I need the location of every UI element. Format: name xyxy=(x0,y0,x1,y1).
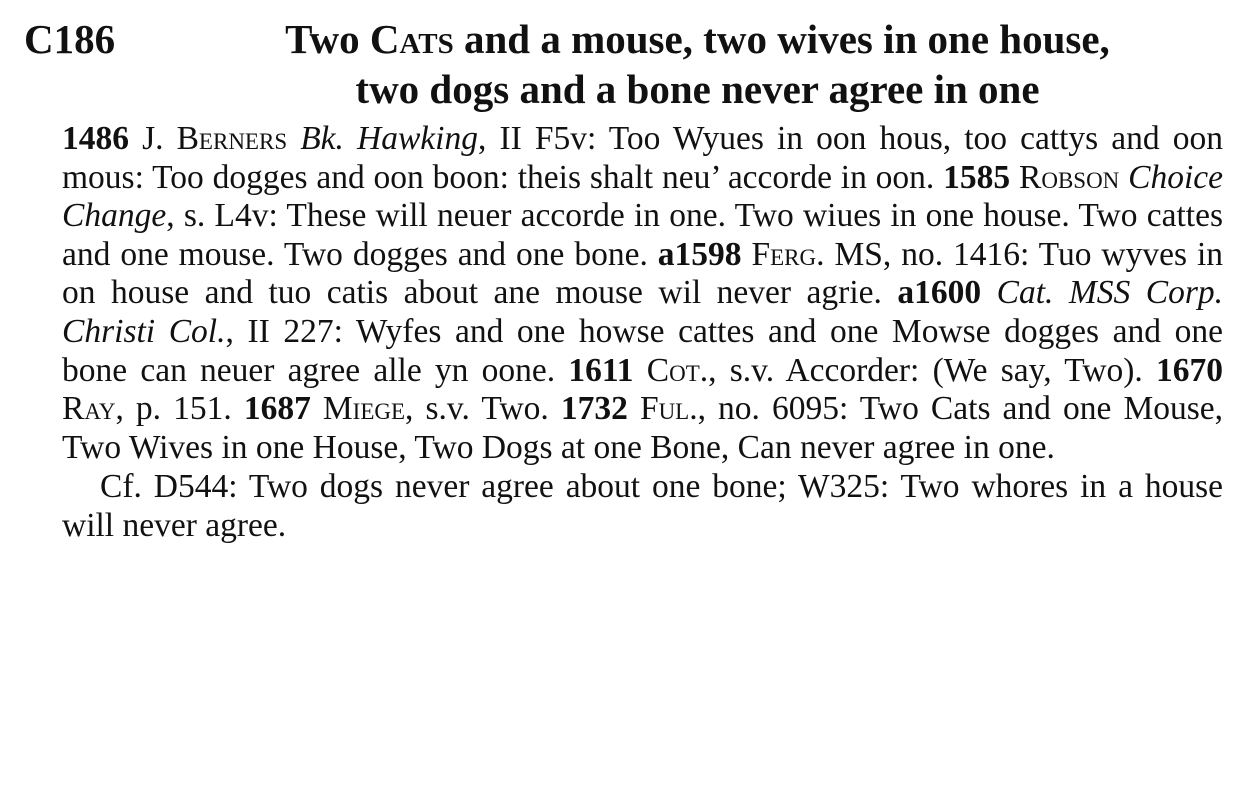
citation-text: , s.v. Accorder: (We say, Two). xyxy=(708,351,1143,389)
citation-text: , II F5v: Too Wyues in oon hous, too cattys and oon mous: Too dogges and oon boon: theis shalt neu’ accorde in oon. xyxy=(62,120,1224,196)
citation-text: MS, no. 1416: Tuo wyves in on house and tuo catis about ane mouse wil never agrie. xyxy=(62,235,1224,312)
citation-work: Cat. MSS Corp. Christi Col. xyxy=(62,274,1223,350)
cross-reference: Cf. D544: Two dogs never agree about one bone; W325: Two whores in a house will never agree. xyxy=(62,468,1223,544)
headword-prefix: Two xyxy=(285,16,370,62)
citation-author: J. Berners xyxy=(142,120,288,157)
citation-text: , p. 151. xyxy=(115,390,232,428)
citation-text: , II 227: Wyfes and one howse cattes and one Mowse dogges and one bone can neuer agree alle yn oone. xyxy=(62,312,1224,389)
headword-small-caps: Cats xyxy=(369,16,454,62)
headword-line-2: two dogs and a bone never agree in one xyxy=(355,66,1040,112)
citation-text: , no. 6095: Two Cats and one Mouse, Two Wives in one House, Two Dogs at one Bone, Can never agree in one. xyxy=(62,390,1224,466)
entry-id: C186 xyxy=(24,16,116,62)
citation-year: a1600 xyxy=(897,274,982,312)
citation-year: a1598 xyxy=(657,235,742,273)
citation-year: 1486 xyxy=(62,120,129,157)
citation-year: 1687 xyxy=(243,390,311,428)
citation-author: Robson xyxy=(1018,158,1120,196)
citation-year: 1585 xyxy=(943,158,1011,196)
citation-author: Ful. xyxy=(639,390,698,428)
citation xyxy=(62,390,1223,466)
citation-author: Ray xyxy=(62,390,116,428)
citations-paragraph xyxy=(62,120,1223,467)
entry-heading xyxy=(24,14,1223,114)
citation xyxy=(568,352,1142,389)
citation-year: 1611 xyxy=(568,351,634,389)
citation-work: Choice Change xyxy=(62,158,1224,235)
citation-year: 1670 xyxy=(1156,351,1224,389)
entry-headword xyxy=(172,14,1223,114)
citation-author: Miege xyxy=(322,390,406,428)
citation-author: Cot. xyxy=(646,351,709,389)
citation-text: , s.v. Two. xyxy=(405,390,549,428)
entry-body xyxy=(62,120,1223,546)
citation-author: Ferg. xyxy=(751,235,825,273)
citation xyxy=(244,390,549,427)
citation-work: Bk. Hawking xyxy=(300,120,478,157)
headword-rest: and a mouse, two wives in one house, xyxy=(453,16,1110,62)
headword-line-1 xyxy=(172,14,1223,64)
citation-year: 1732 xyxy=(560,390,628,428)
citation-text: , s. L4v: These will neuer accorde in one. Two wiues in one house. Two cattes and one mouse. Two dogges and one bone. xyxy=(62,197,1223,273)
